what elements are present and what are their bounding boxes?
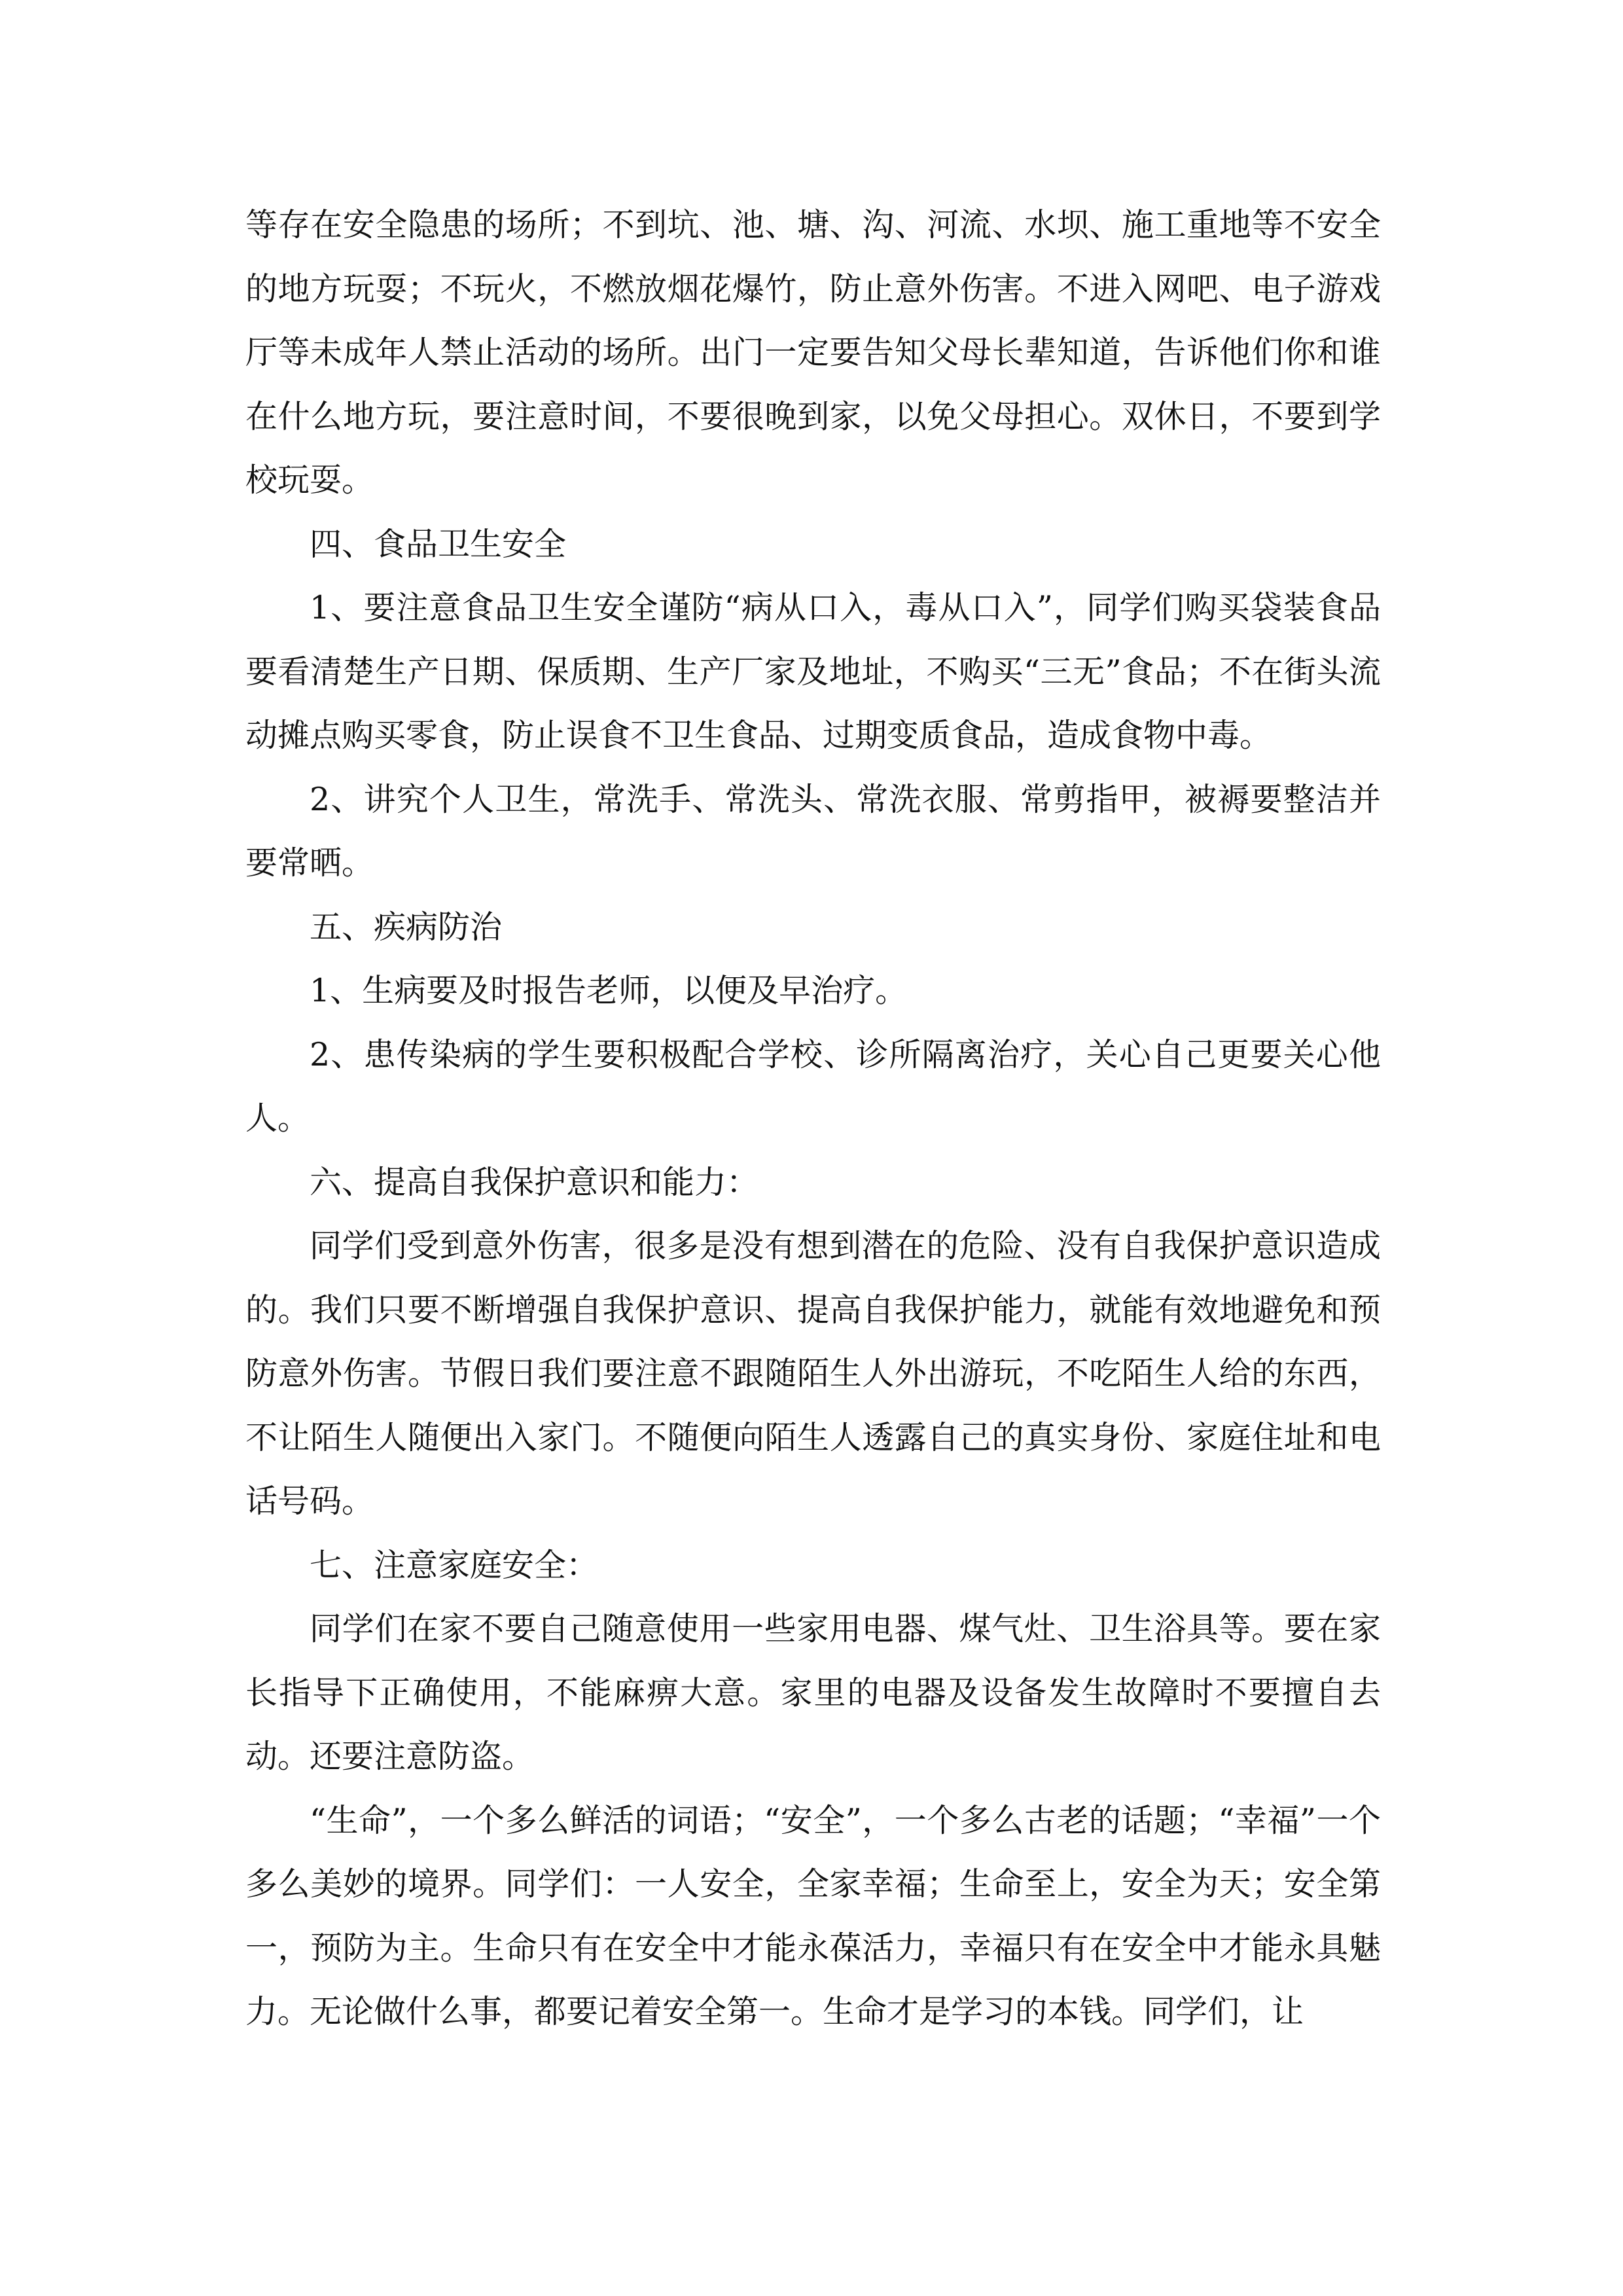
section-heading-food-safety: 四、食品卫生安全: [310, 525, 567, 563]
section-heading-disease-prevention: 五、疾病防治: [310, 908, 503, 946]
section-heading-home-safety: 七、注意家庭安全：: [310, 1546, 599, 1584]
paragraph: 2、讲究个人卫生，常洗手、常洗头、常洗衣服、常剪指甲，被褥要整洁并要常晒。: [245, 780, 1381, 882]
paragraph: 同学们在家不要自己随意使用一些家用电器、煤气灶、卫生浴具等。要在家长指导下正确使用，不能麻痹大意。家里的电器及设备发生故障时不要擅自去动。还要注意防盗。: [245, 1610, 1381, 1775]
section-heading-self-protection: 六、提高自我保护意识和能力：: [310, 1163, 759, 1201]
paragraph-continuation: 等存在安全隐患的场所；不到坑、池、塘、沟、河流、水坝、施工重地等不安全的地方玩耍；不玩火，不燃放烟花爆竹，防止意外伤害。不进入网吧、电子游戏厅等未成年人禁止活动的场所。出门一定要告知父母长辈知道，告诉他们你和谁在什么地方玩，要注意时间，不要很晚到家，以免父母担心。双休日，不要到学校玩耍。: [245, 206, 1381, 499]
paragraph: 1、要注意食品卫生安全谨防“病从口入，毒从口入”，同学们购买袋装食品要看清楚生产日期、保质期、生产厂家及地址，不购买“三无”食品；不在街头流动摊点购买零食，防止误食不卫生食品、过期变质食品，造成食物中毒。: [245, 589, 1381, 754]
paragraph: 2、患传染病的学生要积极配合学校、诊所隔离治疗，关心自己更要关心他人。: [245, 1035, 1381, 1137]
paragraph: “生命”，一个多么鲜活的词语；“安全”，一个多么古老的话题；“幸福”一个多么美妙的境界。同学们：一人安全，全家幸福；生命至上，安全为天；安全第一，预防为主。生命只有在安全中才能永葆活力，幸福只有在安全中才能永具魅力。无论做什么事，都要记着安全第一。生命才是学习的本钱。同学们，让: [245, 1801, 1381, 2030]
document-body: [245, 193, 1381, 2044]
paragraph: 1、生病要及时报告老师，以便及早治疗。: [310, 972, 908, 1009]
paragraph: 同学们受到意外伤害，很多是没有想到潜在的危险、没有自我保护意识造成的。我们只要不断增强自我保护意识、提高自我保护能力，就能有效地避免和预防意外伤害。节假日我们要注意不跟随陌生人外出游玩，不吃陌生人给的东西，不让陌生人随便出入家门。不随便向陌生人透露自己的真实身份、家庭住址和电话号码。: [245, 1227, 1381, 1520]
